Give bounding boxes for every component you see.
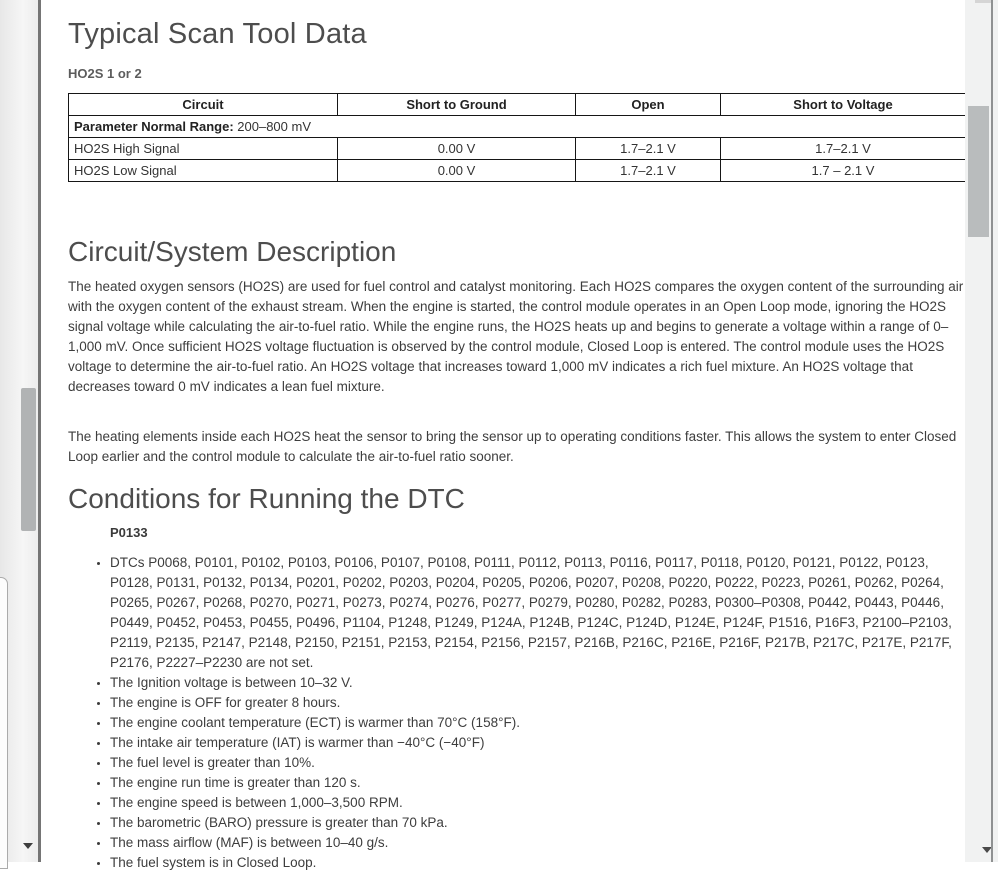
document-content — [41, 0, 965, 873]
scrollbar-top-cap — [975, 0, 991, 3]
conditions-heading: Conditions for Running the DTC — [68, 483, 465, 514]
open-cell: 1.7–2.1 V — [576, 160, 721, 182]
condition-item: • The mass airflow (MAF) is between 10–40 g/s. — [110, 833, 965, 853]
page-subtitle: HO2S 1 or 2 — [68, 66, 142, 81]
condition-item: • The fuel level is greater than 10%. — [110, 753, 965, 773]
table-row — [69, 138, 966, 160]
short-to-voltage-cell: 1.7 – 2.1 V — [721, 160, 966, 182]
page-title: Typical Scan Tool Data — [68, 18, 367, 50]
parameter-normal-range-value: 200–800 mV — [233, 119, 312, 134]
left-pane-scrollbar-thumb[interactable] — [21, 388, 36, 531]
circuit-cell: HO2S Low Signal — [69, 160, 338, 182]
condition-item: • The engine speed is between 1,000–3,500 RPM. — [110, 793, 965, 813]
frame-divider — [991, 0, 993, 862]
table-header-short-to-voltage: Short to Voltage — [721, 94, 966, 116]
dtc-label: P0133 — [110, 525, 148, 540]
condition-item: • The intake air temperature (IAT) is warmer than −40°C (−40°F) — [110, 733, 965, 753]
table-header-open: Open — [576, 94, 721, 116]
condition-item: • The fuel system is in Closed Loop. — [110, 853, 965, 873]
content-scrollbar-thumb[interactable] — [968, 106, 989, 237]
table-note-row — [69, 116, 966, 138]
left-pane-scrollbar-track[interactable] — [0, 0, 41, 862]
condition-item: • The engine is OFF for greater 8 hours. — [110, 693, 965, 713]
short-to-voltage-cell: 1.7–2.1 V — [721, 138, 966, 160]
description-heading: Circuit/System Description — [68, 236, 397, 267]
conditions-list — [68, 553, 965, 873]
condition-item: • The engine run time is greater than 120 s. — [110, 773, 965, 793]
table-row — [69, 160, 966, 182]
table-header-circuit: Circuit — [69, 94, 338, 116]
description-paragraph: The heated oxygen sensors (HO2S) are used for fuel control and catalyst monitoring. Each HO2S compares the oxygen content of the surrounding air with the oxygen content of the exhaust stream. When the engine is started, the control module operates in an Open Loop mode, ignoring the HO2S signal voltage while calculating the air-to-fuel ratio. While the engine runs, the HO2S heats up and begins to generate a voltage within a range of 0–1,000 mV. Once sufficient HO2S voltage fluctuation is observed by the control module, Closed Loop is entered. The control module uses the HO2S voltage to determine the air-to-fuel ratio. An HO2S voltage that increases toward 1,000 mV indicates a rich fuel mixture. An HO2S voltage that decreases toward 0 mV indicates a lean fuel mixture. — [68, 279, 964, 394]
parameter-normal-range-cell — [69, 116, 966, 138]
left-pane-panel-corner — [0, 577, 8, 869]
condition-item: • The engine coolant temperature (ECT) is warmer than 70°C (158°F). — [110, 713, 965, 733]
short-to-ground-cell: 0.00 V — [338, 160, 576, 182]
scan-tool-data-table — [68, 93, 966, 182]
description-paragraph: The heating elements inside each HO2S heat the sensor to bring the sensor up to operating conditions faster. This allows the system to enter Closed Loop earlier and the control module to calculate the air-to-fuel ratio sooner. — [68, 429, 957, 464]
open-cell: 1.7–2.1 V — [576, 138, 721, 160]
condition-item: • The barometric (BARO) pressure is greater than 70 kPa. — [110, 813, 965, 833]
condition-item: • The Ignition voltage is between 10–32 V. — [110, 673, 965, 693]
table-header-row — [69, 94, 966, 116]
condition-item: • DTCs P0068, P0101, P0102, P0103, P0106, P0107, P0108, P0111, P0112, P0113, P0116, P0117, P0118, P0120, P0121, P0122, P0123, P0128, P0131, P0132, P0134, P0201, P0202, P0203, P0204, P0205, P0206, P0207, P0208, P0220, P0222, P0223, P0261, P0262, P0264, P0265, P0267, P0268, P0270, P0271, P0273, P0274, P0276, P0277, P0279, P0280, P0282, P0283, P0300–P0308, P0442, P0443, P0446, P0449, P0452, P0453, P0455, P0496, P1104, P1248, P1249, P124A, P124B, P124C, P124D, P124E, P124F, P1516, P16F3, P2100–P2103, P2119, P2135, P2147, P2148, P2150, P2151, P2153, P2154, P2156, P2157, P216B, P216C, P216E, P216F, P217B, P217C, P217E, P217F, P2176, P2227–P2230 are not set. — [110, 553, 965, 673]
short-to-ground-cell: 0.00 V — [338, 138, 576, 160]
table-header-short-to-ground: Short to Ground — [338, 94, 576, 116]
left-scroll-down-icon[interactable] — [23, 843, 33, 849]
content-scrollbar-track[interactable] — [965, 0, 998, 862]
circuit-cell: HO2S High Signal — [69, 138, 338, 160]
parameter-normal-range-label: Parameter Normal Range: — [74, 119, 234, 134]
